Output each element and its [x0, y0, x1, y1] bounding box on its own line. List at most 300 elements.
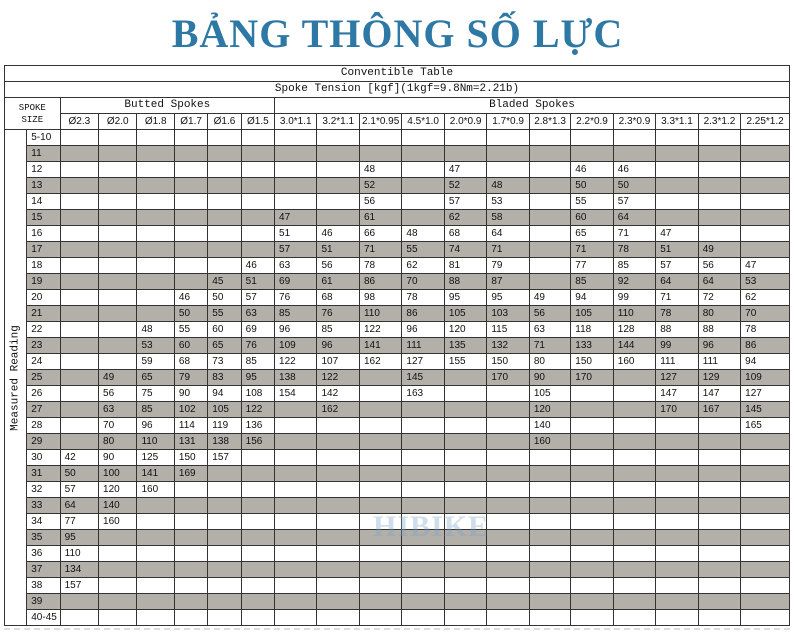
tension-cell: 118: [571, 322, 613, 338]
tension-cell: 170: [487, 370, 529, 386]
tension-cell: 79: [487, 258, 529, 274]
tension-cell: [698, 466, 740, 482]
tension-cell: 170: [656, 402, 698, 418]
tension-cell: 114: [174, 418, 207, 434]
tension-cell: [402, 178, 444, 194]
tension-cell: [60, 146, 98, 162]
tension-cell: 86: [402, 306, 444, 322]
tension-cell: [317, 466, 359, 482]
tension-cell: [402, 546, 444, 562]
tension-cell: 50: [613, 178, 655, 194]
tension-cell: [741, 562, 790, 578]
tension-cell: 145: [402, 370, 444, 386]
tension-cell: [99, 354, 137, 370]
tension-cell: 64: [698, 274, 740, 290]
tension-cell: 85: [275, 306, 317, 322]
tension-cell: 100: [99, 466, 137, 482]
column-header: Ø1.8: [137, 114, 174, 130]
column-header: 1.7*0.9: [487, 114, 529, 130]
tension-cell: [317, 514, 359, 530]
tension-cell: [137, 242, 174, 258]
tension-cell: 160: [529, 434, 570, 450]
tension-cell: 87: [487, 274, 529, 290]
tension-cell: [174, 242, 207, 258]
tension-cell: [529, 130, 570, 146]
tension-cell: [317, 482, 359, 498]
tension-cell: 65: [571, 226, 613, 242]
tension-cell: [359, 578, 401, 594]
tension-cell: [208, 242, 241, 258]
tension-cell: [656, 482, 698, 498]
tension-cell: [317, 130, 359, 146]
column-header: Ø2.0: [99, 114, 137, 130]
tension-cell: [698, 178, 740, 194]
tension-cell: 169: [174, 466, 207, 482]
tension-cell: 45: [208, 274, 241, 290]
tension-cell: [529, 162, 570, 178]
tension-cell: 141: [137, 466, 174, 482]
tension-cell: [241, 498, 274, 514]
tension-cell: [529, 562, 570, 578]
tension-cell: [444, 498, 486, 514]
tension-cell: 111: [656, 354, 698, 370]
tension-cell: 70: [99, 418, 137, 434]
table-row: [5, 610, 790, 626]
tension-cell: [241, 194, 274, 210]
table-row: [5, 338, 790, 354]
tension-cell: 94: [571, 290, 613, 306]
spoke-size-header: [5, 98, 61, 130]
table-row: [5, 450, 790, 466]
tension-cell: [208, 610, 241, 626]
tension-cell: 98: [359, 290, 401, 306]
tension-cell: [529, 178, 570, 194]
tension-cell: [571, 146, 613, 162]
tension-cell: 127: [656, 370, 698, 386]
tension-cell: [137, 610, 174, 626]
tension-cell: 95: [487, 290, 529, 306]
tension-cell: [359, 450, 401, 466]
tension-cell: [741, 434, 790, 450]
tension-cell: [174, 562, 207, 578]
tension-cell: 88: [444, 274, 486, 290]
watermark-text: HIBIKE: [373, 510, 490, 543]
tension-cell: 46: [317, 226, 359, 242]
reading-value: 18: [27, 258, 60, 274]
tension-cell: [698, 594, 740, 610]
tension-cell: [656, 466, 698, 482]
tension-cell: [613, 546, 655, 562]
tension-cell: [241, 594, 274, 610]
column-header: 2.3*1.2: [698, 114, 740, 130]
tension-cell: [99, 594, 137, 610]
tension-cell: 147: [698, 386, 740, 402]
tension-cell: 56: [359, 194, 401, 210]
tension-cell: [99, 226, 137, 242]
tension-cell: [137, 274, 174, 290]
reading-value: 17: [27, 242, 60, 258]
tension-cell: 108: [241, 386, 274, 402]
tension-cell: [529, 610, 570, 626]
tension-cell: [208, 466, 241, 482]
tension-cell: [698, 418, 740, 434]
tension-cell: 120: [529, 402, 570, 418]
tension-cell: [317, 450, 359, 466]
tension-cell: [99, 130, 137, 146]
tension-cell: [529, 594, 570, 610]
tension-cell: 122: [317, 370, 359, 386]
tension-cell: 110: [60, 546, 98, 562]
tension-cell: [317, 594, 359, 610]
tension-cell: [698, 578, 740, 594]
tension-cell: 145: [741, 402, 790, 418]
tension-cell: 51: [656, 242, 698, 258]
tension-cell: 120: [99, 482, 137, 498]
tension-cell: 64: [613, 210, 655, 226]
tension-cell: 62: [402, 258, 444, 274]
tension-cell: 170: [571, 370, 613, 386]
spoke-label: SPOKE: [18, 102, 46, 113]
tension-cell: 57: [656, 258, 698, 274]
tension-cell: 119: [208, 418, 241, 434]
tension-cell: 163: [402, 386, 444, 402]
tension-cell: [571, 546, 613, 562]
tension-cell: [741, 194, 790, 210]
tension-cell: [317, 210, 359, 226]
tension-cell: 50: [571, 178, 613, 194]
tension-cell: 95: [241, 370, 274, 386]
tension-cell: [317, 146, 359, 162]
tension-cell: 86: [741, 338, 790, 354]
reading-value: 37: [27, 562, 60, 578]
tension-cell: [613, 146, 655, 162]
tension-cell: [741, 162, 790, 178]
tension-cell: 69: [241, 322, 274, 338]
reading-value: 11: [27, 146, 60, 162]
tension-cell: 57: [613, 194, 655, 210]
tension-cell: 122: [241, 402, 274, 418]
tension-cell: [741, 594, 790, 610]
tension-cell: 78: [402, 290, 444, 306]
table-row: [5, 546, 790, 562]
tension-cell: [60, 306, 98, 322]
reading-value: 29: [27, 434, 60, 450]
tension-cell: [698, 562, 740, 578]
reading-value: 20: [27, 290, 60, 306]
table-row: [5, 514, 790, 530]
tension-cell: 49: [698, 242, 740, 258]
tension-cell: 136: [241, 418, 274, 434]
tension-cell: [137, 290, 174, 306]
tension-cell: [137, 146, 174, 162]
tension-cell: [741, 482, 790, 498]
tension-cell: [444, 418, 486, 434]
tension-cell: [741, 514, 790, 530]
tension-cell: [99, 578, 137, 594]
tension-cell: 81: [444, 258, 486, 274]
tension-cell: 70: [741, 306, 790, 322]
column-header: 3.3*1.1: [656, 114, 698, 130]
tension-cell: [137, 306, 174, 322]
tension-cell: 50: [174, 306, 207, 322]
tension-cell: [208, 482, 241, 498]
tension-cell: [487, 130, 529, 146]
tension-cell: [60, 594, 98, 610]
table-row: [5, 258, 790, 274]
tension-cell: 71: [529, 338, 570, 354]
tension-cell: [137, 594, 174, 610]
table-row: [5, 482, 790, 498]
tension-cell: [613, 498, 655, 514]
reading-value: 5-10: [27, 130, 60, 146]
tension-cell: [208, 258, 241, 274]
reading-value: 31: [27, 466, 60, 482]
tension-cell: [529, 578, 570, 594]
tension-cell: 132: [487, 338, 529, 354]
tension-cell: 127: [402, 354, 444, 370]
tension-cell: [444, 370, 486, 386]
tension-cell: [529, 146, 570, 162]
tension-cell: [487, 386, 529, 402]
tension-cell: 107: [317, 354, 359, 370]
tension-cell: [529, 226, 570, 242]
tension-cell: [571, 402, 613, 418]
tension-cell: 63: [275, 258, 317, 274]
tension-cell: 76: [241, 338, 274, 354]
tension-cell: [359, 498, 401, 514]
tension-cell: [60, 402, 98, 418]
tension-cell: [174, 498, 207, 514]
tension-cell: [698, 226, 740, 242]
tension-cell: [698, 530, 740, 546]
tension-cell: [741, 498, 790, 514]
table-row: [5, 354, 790, 370]
tension-cell: 70: [402, 274, 444, 290]
tension-cell: [241, 226, 274, 242]
tension-cell: [698, 514, 740, 530]
tension-cell: 58: [487, 210, 529, 226]
tension-cell: [656, 450, 698, 466]
tension-cell: [208, 562, 241, 578]
tension-cell: [275, 562, 317, 578]
tension-cell: 88: [698, 322, 740, 338]
tension-cell: [529, 514, 570, 530]
tension-cell: [529, 450, 570, 466]
reading-value: 23: [27, 338, 60, 354]
tension-cell: 90: [99, 450, 137, 466]
tension-cell: [613, 386, 655, 402]
tension-cell: [60, 354, 98, 370]
tension-cell: [656, 146, 698, 162]
tension-cell: 109: [275, 338, 317, 354]
table-row: [5, 386, 790, 402]
tension-cell: [137, 226, 174, 242]
tension-cell: 131: [174, 434, 207, 450]
tension-cell: 62: [444, 210, 486, 226]
tension-cell: 128: [613, 322, 655, 338]
table-row: [5, 290, 790, 306]
tension-cell: 90: [529, 370, 570, 386]
reading-value: 38: [27, 578, 60, 594]
tension-cell: [60, 178, 98, 194]
tension-cell: 63: [241, 306, 274, 322]
tension-cell: 76: [275, 290, 317, 306]
tension-cell: [444, 434, 486, 450]
tension-cell: [317, 418, 359, 434]
tension-cell: [613, 450, 655, 466]
tension-cell: 111: [402, 338, 444, 354]
tension-cell: 56: [529, 306, 570, 322]
tension-cell: [317, 162, 359, 178]
tension-cell: 74: [444, 242, 486, 258]
tension-cell: [571, 130, 613, 146]
tension-cell: 96: [402, 322, 444, 338]
tension-cell: [656, 578, 698, 594]
tension-cell: [137, 194, 174, 210]
tension-cell: [571, 578, 613, 594]
tension-cell: [571, 514, 613, 530]
tension-cell: 94: [741, 354, 790, 370]
table-row: [5, 162, 790, 178]
tension-cell: [275, 578, 317, 594]
tension-cell: 94: [208, 386, 241, 402]
tension-cell: [60, 386, 98, 402]
tension-cell: 46: [571, 162, 613, 178]
tension-cell: [402, 130, 444, 146]
tension-cell: [99, 258, 137, 274]
tension-cell: [174, 578, 207, 594]
tension-cell: [529, 274, 570, 290]
tension-cell: 57: [241, 290, 274, 306]
table-row: [5, 274, 790, 290]
tension-cell: [275, 450, 317, 466]
table-row: [5, 242, 790, 258]
tension-cell: [741, 178, 790, 194]
tension-cell: [359, 466, 401, 482]
tension-cell: 47: [275, 210, 317, 226]
tension-cell: [99, 194, 137, 210]
tension-cell: [402, 402, 444, 418]
tension-cell: [275, 130, 317, 146]
reading-value: 34: [27, 514, 60, 530]
tension-cell: [613, 578, 655, 594]
tension-cell: 80: [529, 354, 570, 370]
tension-cell: [444, 578, 486, 594]
tension-cell: 55: [208, 306, 241, 322]
tension-cell: [656, 530, 698, 546]
tension-cell: 80: [698, 306, 740, 322]
tension-cell: [99, 210, 137, 226]
reading-value: 40-45: [27, 610, 60, 626]
column-header: Ø1.7: [174, 114, 207, 130]
tension-cell: [275, 482, 317, 498]
tension-cell: 165: [741, 418, 790, 434]
tension-cell: 57: [60, 482, 98, 498]
tension-cell: [656, 162, 698, 178]
column-header: 3.2*1.1: [317, 114, 359, 130]
column-header: 2.3*0.9: [613, 114, 655, 130]
bladed-spokes-header: Bladed Spokes: [275, 98, 790, 114]
tension-cell: [359, 386, 401, 402]
reading-value: 21: [27, 306, 60, 322]
tension-cell: [487, 562, 529, 578]
tension-cell: 46: [241, 258, 274, 274]
tension-cell: [275, 514, 317, 530]
tension-cell: 65: [137, 370, 174, 386]
tension-cell: [741, 210, 790, 226]
tension-cell: [741, 226, 790, 242]
tension-cell: [174, 162, 207, 178]
tension-cell: [741, 610, 790, 626]
tension-cell: 85: [317, 322, 359, 338]
tension-cell: 127: [741, 386, 790, 402]
tension-cell: 96: [698, 338, 740, 354]
tension-cell: 56: [317, 258, 359, 274]
tension-cell: [174, 482, 207, 498]
tension-cell: [444, 386, 486, 402]
tension-cell: [698, 210, 740, 226]
tension-cell: 167: [698, 402, 740, 418]
tension-cell: [60, 226, 98, 242]
tension-cell: 77: [60, 514, 98, 530]
tension-cell: [60, 322, 98, 338]
tension-cell: 65: [208, 338, 241, 354]
tension-cell: [613, 130, 655, 146]
tension-cell: [698, 498, 740, 514]
tension-cell: [402, 514, 444, 530]
tension-cell: [60, 274, 98, 290]
tension-cell: [241, 450, 274, 466]
tension-cell: [174, 546, 207, 562]
table-row: [5, 418, 790, 434]
tension-cell: [741, 242, 790, 258]
column-header: 2.0*0.9: [444, 114, 486, 130]
tension-cell: [359, 530, 401, 546]
tension-cell: [174, 514, 207, 530]
tension-cell: [444, 402, 486, 418]
tension-cell: 150: [487, 354, 529, 370]
tension-cell: [275, 546, 317, 562]
tension-cell: [656, 610, 698, 626]
tension-cell: 72: [698, 290, 740, 306]
tension-cell: [571, 562, 613, 578]
tension-cell: 49: [529, 290, 570, 306]
tension-cell: [275, 610, 317, 626]
tension-cell: [275, 530, 317, 546]
tension-cell: [656, 434, 698, 450]
tension-cell: [402, 162, 444, 178]
tension-cell: [137, 178, 174, 194]
tension-cell: [275, 594, 317, 610]
table-row: [5, 146, 790, 162]
tension-cell: [317, 434, 359, 450]
tension-cell: 55: [174, 322, 207, 338]
tension-cell: [275, 194, 317, 210]
tension-cell: [613, 610, 655, 626]
tension-cell: 156: [241, 434, 274, 450]
tension-cell: [174, 274, 207, 290]
table-row: [5, 226, 790, 242]
tension-cell: [174, 210, 207, 226]
tension-cell: 157: [208, 450, 241, 466]
tension-cell: [241, 146, 274, 162]
tension-cell: [275, 498, 317, 514]
tension-cell: 71: [359, 242, 401, 258]
tension-cell: 78: [741, 322, 790, 338]
tension-cell: 71: [613, 226, 655, 242]
tension-cell: [174, 594, 207, 610]
tension-cell: 50: [208, 290, 241, 306]
